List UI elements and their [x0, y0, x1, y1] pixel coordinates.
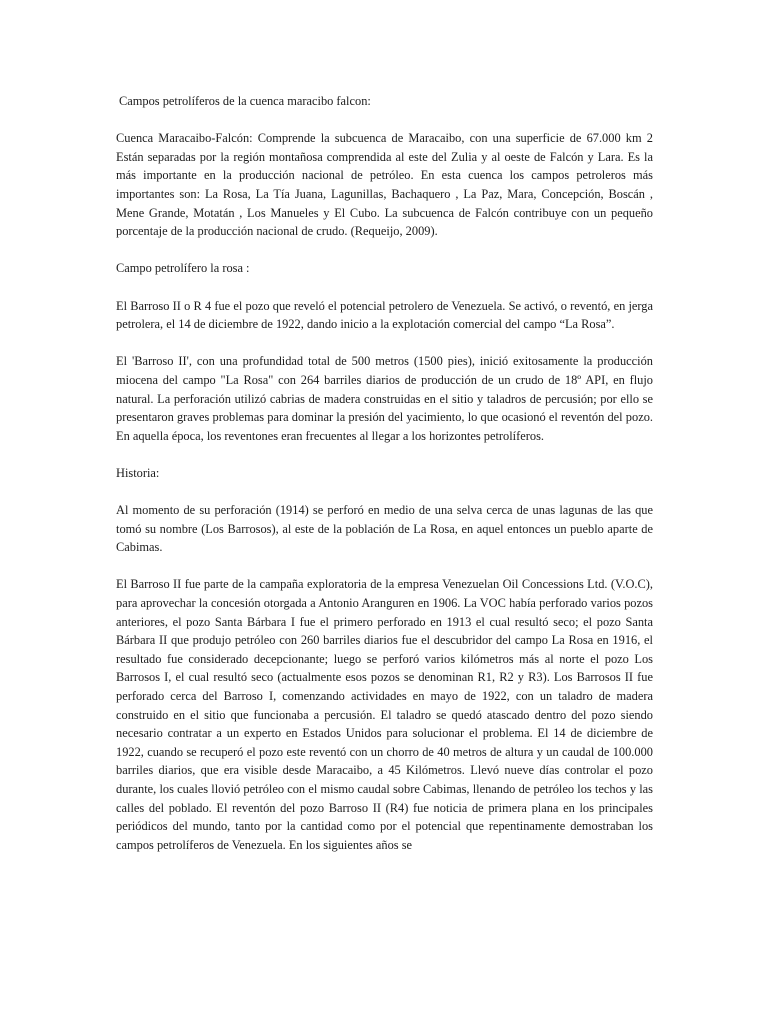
heading-historia: Historia: [116, 465, 160, 480]
paragraph-campana-exploratoria: El Barroso II fue parte de la campaña exploratoria de la empresa Venezuelan Oil Concessions Ltd. (V.O.C), para aprovechar la concesión otorgada a Antonio Aranguren en 1906. La VOC había perforado varios pozos anteriores, el pozo Santa Bárbara I fue el primero perforado en 1913 el cual resultó seco; el pozo Santa Bárbara II que produjo petróleo con 260 barriles diarios fue el descubridor del campo La Rosa en 1916, el resultado fue considerado decepcionante; luego se perforó varios kilómetros más al norte el pozo Los Barrosos I, el cual resultó seco (actualmente esos pozos se denominan R1, R2 y R3). Los Barrosos II fue perforado cerca del Barroso I, comenzando actividades en mayo de 1922, con un taladro de madera construido en el sitio que funcionaba a percusión. El taladro se quedó atascado dentro del pozo siendo necesario contratar a un experto en Estados Unidos para solucionar el problema. El 14 de diciembre de 1922, cuando se recuperó el pozo este reventó con un chorro de 40 metros de altura y un caudal de 100.000 barriles diarios, que era visible desde Maracaibo, a 45 Kilómetros. Llevó nueve días controlar el pozo durante, los cuales llovió petróleo con el mismo caudal sobre Cabimas, llenando de petróleo los techos y las calles del poblado. El reventón del pozo Barroso II (R4) fue noticia de primera plana en los principales periódicos del mundo, tanto por la cantidad como por el potencial que repentinamente demostraban los campos petrolíferos de Venezuela. En los siguientes años se [116, 577, 653, 852]
document-body [116, 92, 653, 873]
paragraph-perforacion: Al momento de su perforación (1914) se perforó en medio de una selva cerca de unas lagunas de las que tomó su nombre (Los Barrosos), al este de la población de La Rosa, en aquel entonces un pueblo aparte de Cabimas. [116, 503, 653, 555]
heading-campo-la-rosa: Campo petrolífero la rosa : [116, 261, 250, 276]
paragraph-barroso-intro: El Barroso II o R 4 fue el pozo que reveló el potencial petrolero de Venezuela. Se activó, o reventó, en jerga petrolera, el 14 de diciembre de 1922, dando inicio a la explotación comercial del campo “La Rosa”. [116, 298, 653, 332]
document-title: Campos petrolíferos de la cuenca maracibo falcon: [119, 94, 371, 108]
paragraph-cuenca: Cuenca Maracaibo-Falcón: Comprende la subcuenca de Maracaibo, con una superficie de 67.000 km 2 Están separadas por la región montañosa comprendida al este del Zulia y al oeste de Falcón y Lara. Es la más importante en la producción nacional de petróleo. En esta cuenca los campos petroleros más importantes son: La Rosa, La Tía Juana, Lagunillas, Bachaquero , La Paz, Mara, Concepción, Boscán , Mene Grande, Motatán , Los Manueles y El Cubo. La subcuenca de Falcón contribuye con un pequeño porcentaje de la producción nacional de crudo. (Requeijo, 2009). [116, 131, 653, 239]
paragraph-barroso-production: El 'Barroso II', con una profundidad total de 500 metros (1500 pies), inició exitosamente la producción miocena del campo "La Rosa" con 264 barriles diarios de producción de un crudo de 18º API, en flujo natural. La perforación utilizó cabrias de madera construidas en el sitio y taladros de percusión; por ello se presentaron graves problemas para dominar la presión del yacimiento, lo que ocasionó el reventón del pozo. En aquella época, los reventones eran frecuentes al llegar a los horizontes petrolíferos. [116, 354, 653, 443]
